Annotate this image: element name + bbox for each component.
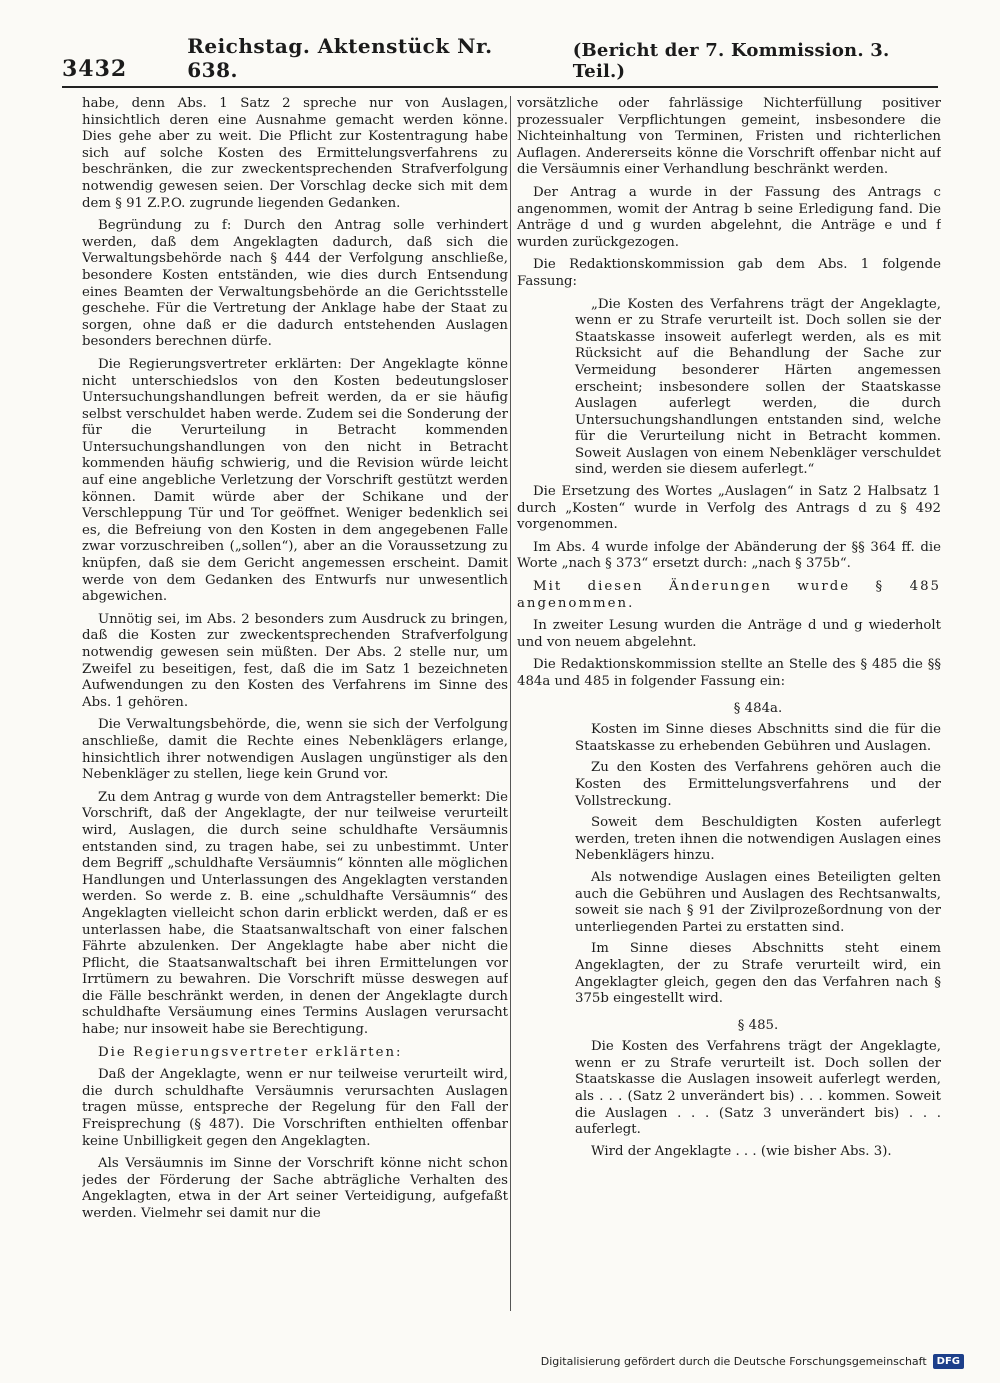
section-485 xyxy=(575,1018,941,1161)
paragraph: Die Kosten des Verfahrens trägt der Angeklagte, wenn er zu Strafe verurteilt ist. Doch sollen der Staatskasse die Auslagen insoweit auferlegt werden, als . . . (Satz 2 unverändert bis) . . . kommen. Soweit die Auslagen . . . (Satz 3 unverändert bis) . . . auferlegt. xyxy=(575,1039,941,1138)
paragraph: vorsätzliche oder fahrlässige Nichterfüllung positiver prozessualer Verpflichtungen gemeint, insbesondere die Nichteinhaltung von Terminen, Fristen und richterlichen Auflagen. Andererseits könne die Vorschrift offenbar nicht auf die Versäumnis einer Verhandlung beschränkt werden. xyxy=(517,96,941,178)
paragraph: Soweit dem Beschuldigten Kosten auferlegt werden, treten ihnen die notwendigen Auslagen eines Nebenklägers hinzu. xyxy=(575,815,941,864)
paragraph: Wird der Angeklagte . . . (wie bisher Abs. 3). xyxy=(591,1143,892,1159)
section-heading: § 485. xyxy=(737,1017,779,1033)
paragraph: Kosten im Sinne dieses Abschnitts sind die für die Staatskasse zu erhebenden Gebühren und Auslagen. xyxy=(575,722,941,754)
paragraph: Die Verwaltungsbehörde, die, wenn sie sich der Verfolgung anschließe, damit die Rechte eines Nebenklägers erlange, hinsichtlich ihrer notwendigen Auslagen ungünstiger als den Nebenkläger zu stellen, liege kein Grund vor. xyxy=(82,717,508,783)
paragraph: Im Abs. 4 wurde infolge der Abänderung der §§ 364 ff. die Worte „nach § 373“ ersetzt durch: „nach § 375b“. xyxy=(517,539,941,572)
paragraph: Zu dem Antrag g wurde von dem Antragsteller bemerkt: Die Vorschrift, daß der Angeklagte, der nur teilweise verurteilt wird, Auslagen, die durch seine schuldhafte Versäumnis entstanden sind, zu tragen habe, sei zu unbestimmt. Unter dem Begriff „schuldhafte Versäumnis“ könnten alle möglichen Handlungen und Unterlassungen des Angeklagten verstanden werden. So werde z. B. eine „schuldhafte Versäumnis“ des Angeklagten vielleicht schon darin erblickt werden, daß er es unterlassen habe, die Staatsanwaltschaft von einer falschen Fährte abzulenken. Der Angeklagte habe aber nicht die Pflicht, die Staatsanwaltschaft bei ihren Ermittelungen vor Irrtümern zu bewahren. Die Vorschrift müsse deswegen auf die Fälle beschränkt werden, in denen der Angeklagte durch schuldhafte Versäumung eines Termins Auslagen verursacht habe; nur insoweit habe sie Berechtigung. xyxy=(82,789,508,1038)
paragraph: habe, denn Abs. 1 Satz 2 spreche nur von Auslagen, hinsichtlich deren eine Ausnahme gemacht werden könne. Dies gehe aber zu weit. Die Pflicht zur Kostentragung habe sich auf solche Kosten des Ermittelungsverfahrens zu beschränken, die zur zweckentsprechenden Strafverfolgung notwendig gewesen seien. Der Vorschlag decke sich mit dem dem § 91 Z.P.O. zugrunde liegenden Gedanken. xyxy=(82,96,508,211)
page-subtitle: (Bericht der 7. Kommission. 3. Teil.) xyxy=(572,40,890,82)
paragraph: Zu den Kosten des Verfahrens gehören auch die Kosten des Ermittelungsverfahrens und der Vollstreckung. xyxy=(575,760,941,809)
paragraph: In zweiter Lesung wurden die Anträge d und g wiederholt und von neuem abgelehnt. xyxy=(517,618,941,650)
paragraph: Als Versäumnis im Sinne der Vorschrift könne nicht schon jedes der Förderung der Sache abträgliche Verhalten des Angeklagten, etwa in der Art seiner Verteidigung, aufgefaßt werden. Vielmehr sei damit nur die xyxy=(82,1156,508,1221)
paragraph: Die Redaktionskommission stellte an Stelle des § 485 die §§ 484a und 485 in folgender Fassung ein: xyxy=(517,657,941,689)
paragraph: Die Redaktionskommission gab dem Abs. 1 folgende Fassung: xyxy=(517,257,941,289)
paragraph: Als notwendige Auslagen eines Beteiligten gelten auch die Gebühren und Auslagen des Rechtsanwalts, soweit sie nach § 91 der Zivilprozeßordnung von der unterliegenden Partei zu erstatten sind. xyxy=(575,869,941,935)
footer xyxy=(541,1354,964,1369)
paragraph: Die Regierungsvertreter erklärten: xyxy=(98,1044,403,1060)
quoted-provision xyxy=(575,297,941,480)
page-header xyxy=(62,34,938,88)
page-number: 3432 xyxy=(62,56,128,82)
section-heading: § 484a. xyxy=(733,700,783,716)
paragraph: Daß der Angeklagte, wenn er nur teilweise verurteilt wird, die durch schuldhafte Versäumnis verursachten Auslagen tragen müsse, entspreche der Regelung für den Fall der Freisprechung (§ 487). Die Vorschriften enthielten offenbar keine Unbilligkeit gegen den Angeklagten. xyxy=(82,1067,508,1149)
page-title: Reichstag. Aktenstück Nr. 638. xyxy=(187,34,493,82)
paragraph: Die Regierungsvertreter erklärten: Der Angeklagte könne nicht unterschiedslos von den Kosten bedeutungsloser Untersuchungshandlungen befreit werden, da er sie häufig selbst verschuldet haben werde. Zudem sei die Sonderung der für die Verurteilung in Betracht kommenden Untersuchungshandlungen von den nicht in Betracht kommenden häufig schwierig, und die Revision würde leicht auf eine angebliche Verletzung der Vorschrift gestützt werden können. Damit würde aber der Schikane und der Verschleppung Tür und Tor geöffnet. Weniger bedenklich sei es, die Befreiung von den Kosten in dem angegebenen Falle zwar vorzuschreiben („sollen“), aber an die Voraussetzung zu knüpfen, daß sie dem Gericht angemessen erscheint. Damit werde von dem Gedanken des Entwurfs nur unwesentlich abgewichen. xyxy=(82,356,508,605)
dfg-logo: DFG xyxy=(933,1354,964,1369)
left-column xyxy=(82,96,508,1318)
paragraph: Unnötig sei, im Abs. 2 besonders zum Ausdruck zu bringen, daß die Kosten zur zweckentsprechenden Strafverfolgung notwendig gewesen sein müßten. Der Abs. 2 stelle nur, um Zweifel zu beseitigen, fest, daß die im Satz 1 bezeichneten Aufwendungen zu den Kosten des Verfahrens im Sinne des Abs. 1 gehören. xyxy=(82,611,508,710)
footer-credit: Digitalisierung gefördert durch die Deutsche Forschungsgemeinschaft xyxy=(540,1355,927,1368)
paragraph: Begründung zu f: Durch den Antrag solle verhindert werden, daß dem Angeklagten dadurch, daß sich die Verwaltungsbehörde nach § 444 der Verfolgung anschließe, besondere Kosten entständen, wie dies durch Entsendung eines Beamten der Verwaltungsbehörde an die Gerichtsstelle geschehe. Für die Vertretung der Anklage habe der Staat zu sorgen, ohne daß er die dadurch entstehenden Auslagen besonders berechnen dürfe. xyxy=(82,218,508,350)
paragraph: Die Ersetzung des Wortes „Auslagen“ in Satz 2 Halbsatz 1 durch „Kosten“ wurde in Verfolg des Antrags d zu § 492 vorgenommen. xyxy=(517,484,941,533)
paragraph: Im Sinne dieses Abschnitts steht einem Angeklagten, der zu Strafe verurteilt wird, ein Angeklagter gleich, gegen den das Verfahren nach § 375b eingestellt wird. xyxy=(575,941,941,1007)
paragraph: Der Antrag a wurde in der Fassung des Antrags c angenommen, womit der Antrag b seine Erledigung fand. Die Anträge d und g wurden abgelehnt, die Anträge e und f wurden zurückgezogen. xyxy=(517,184,941,250)
section-484a xyxy=(575,701,941,1008)
paragraph: Mit diesen Änderungen wurde § 485 angenommen. xyxy=(517,579,941,611)
paragraph: „Die Kosten des Verfahrens trägt der Angeklagte, wenn er zu Strafe verurteilt ist. Doch sollen sie der Staatskasse insoweit auferlegt werden, als es mit Rücksicht auf die Behandlung der Sache zur Vermeidung besonderer Härten angemessen erscheint; insbesondere sollen der Staatskasse Auslagen auferlegt werden, die durch Untersuchungshandlungen entstanden sind, welche für die Verurteilung nicht in Betracht kommen. Soweit Auslagen von einem Nebenkläger verschuldet sind, werden sie diesem auferlegt.“ xyxy=(575,296,941,478)
right-column xyxy=(510,96,941,1311)
